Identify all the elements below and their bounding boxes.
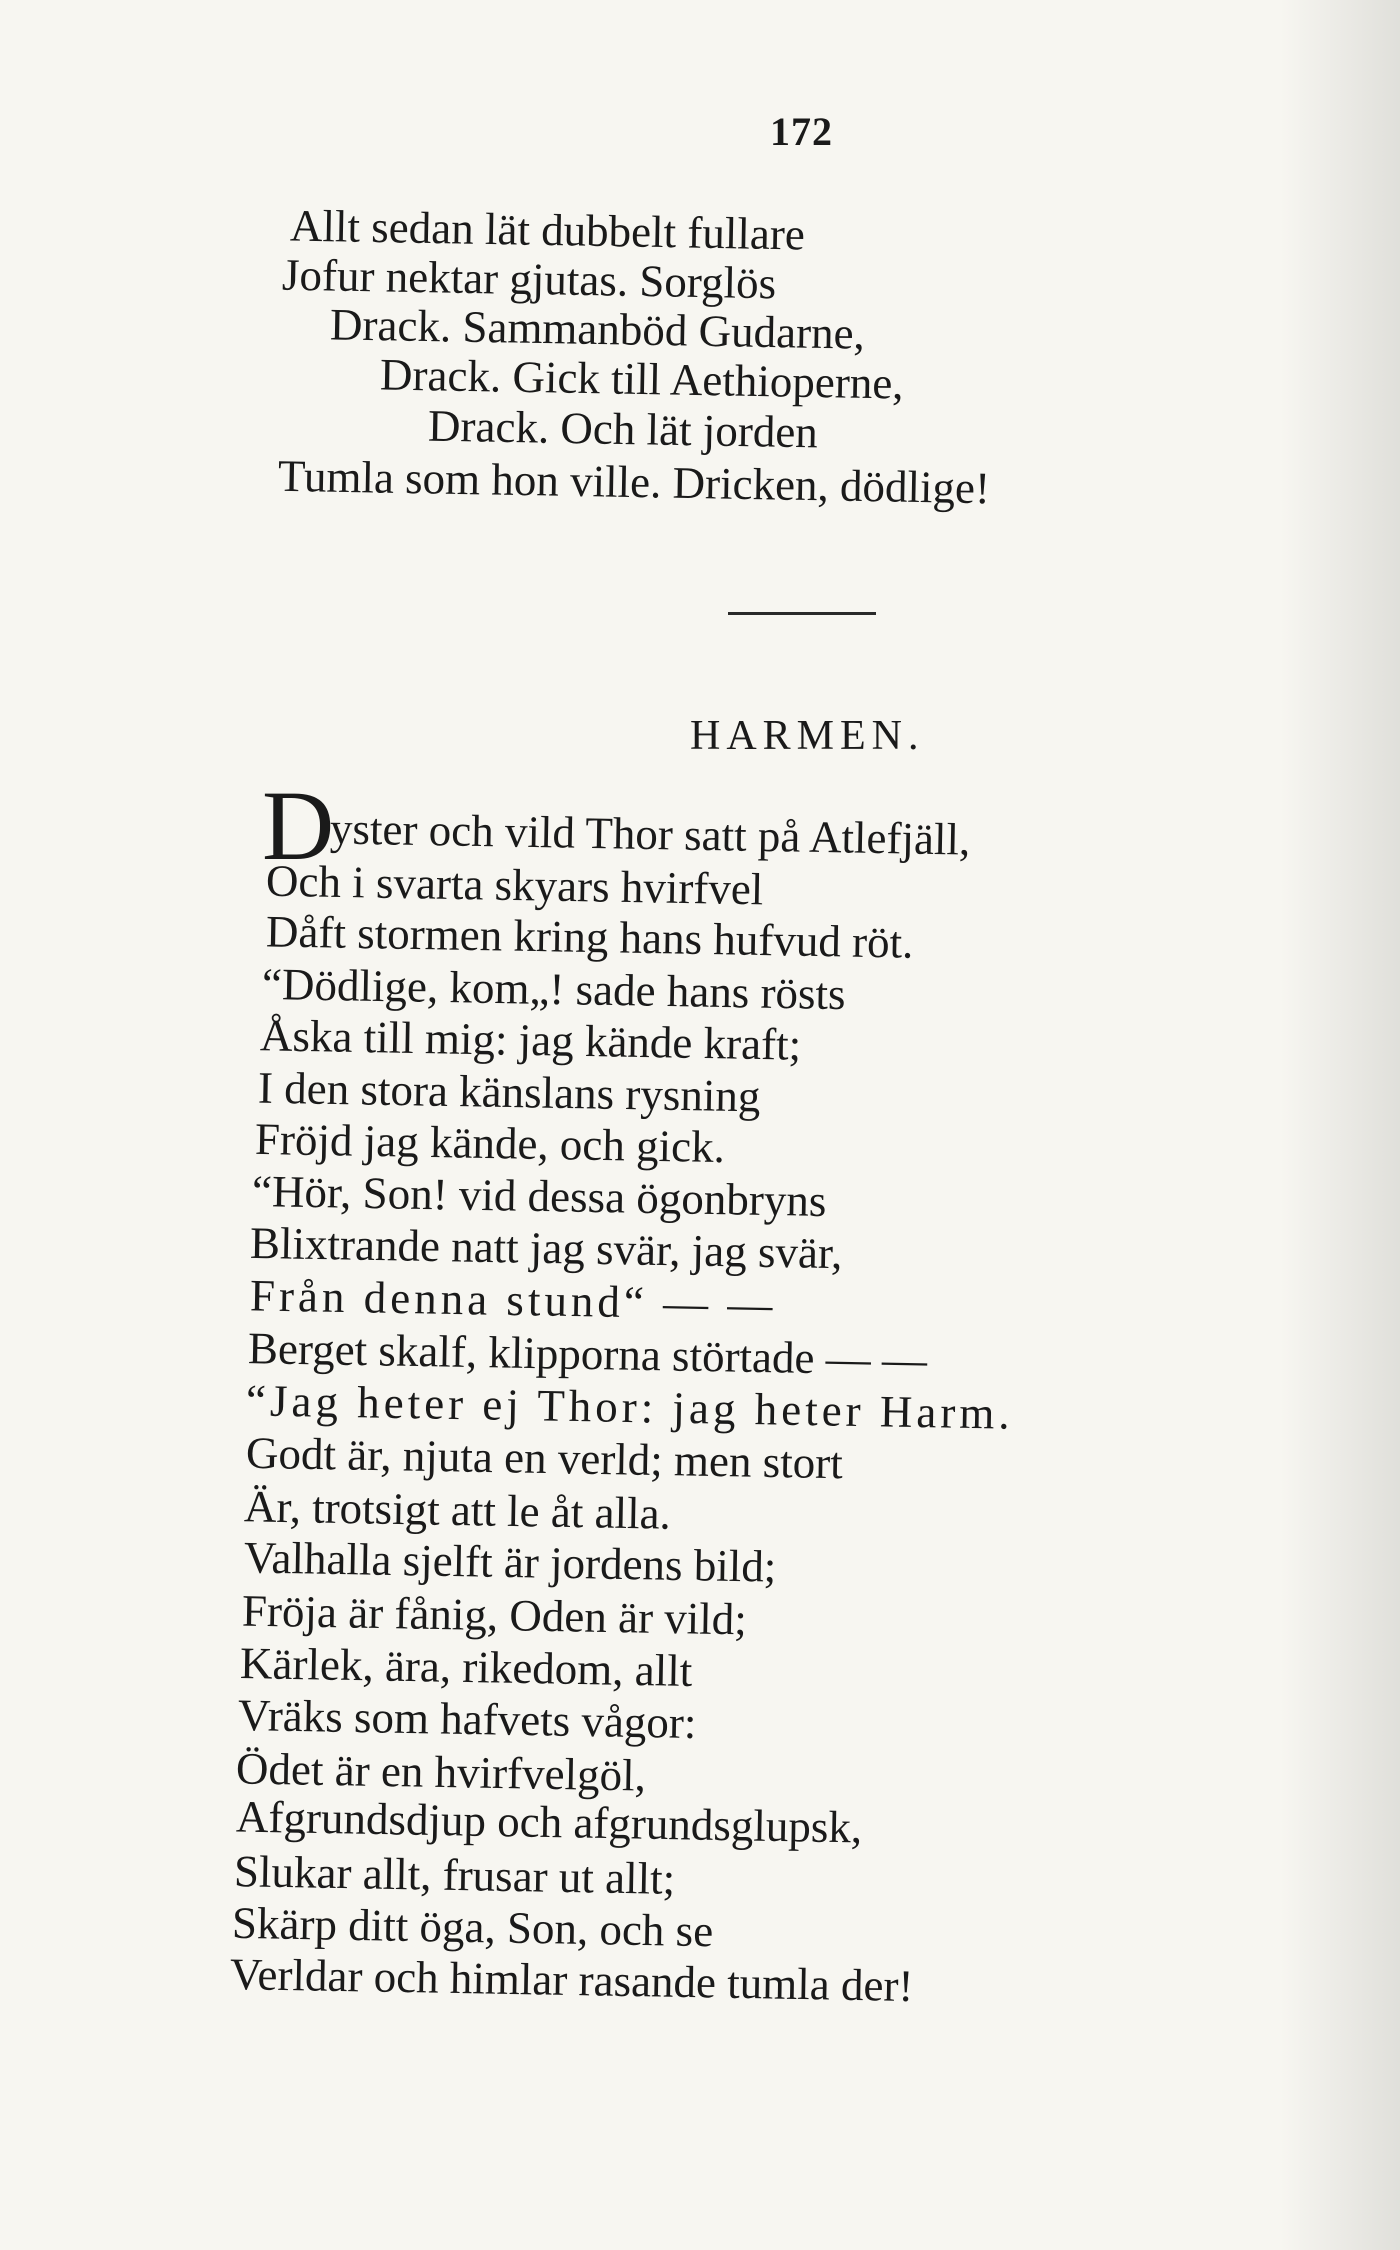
poem-line: Och i svarta skyars hvirfvel xyxy=(265,855,764,915)
poem-line: Blixtrande natt jag svär, jag svär, xyxy=(249,1217,843,1279)
poem-line: “Hör, Son! vid dessa ögonbryns xyxy=(251,1165,827,1227)
section-divider xyxy=(728,612,876,615)
poem-title: HARMEN. xyxy=(690,713,925,759)
poem-line: Godt är, njuta en verld; men stort xyxy=(245,1427,844,1489)
stanza-line: Drack. Och lät jorden xyxy=(427,400,819,458)
poem-line: Valhalla sjelft är jordens bild; xyxy=(243,1532,777,1592)
poem-line: Verldar och himlar rasande tumla der! xyxy=(229,1949,914,2011)
poem-line: Dåft stormen kring hans hufvud röt. xyxy=(265,906,914,968)
drop-cap: D xyxy=(262,770,335,881)
stanza-line: Tumla som hon ville. Dricken, dödlige! xyxy=(277,450,991,514)
poem-line: Afgrundsdjup och afgrundsglupsk, xyxy=(235,1791,863,1853)
poem-line: Berget skalf, klipporna störtade — — xyxy=(247,1323,928,1385)
poem-line: Ödet är en hvirfvelgöl, xyxy=(235,1743,647,1801)
poem-line: Kärlek, ära, rikedom, allt xyxy=(239,1638,693,1696)
poem-line: Åska till mig: jag kände kraft; xyxy=(259,1010,802,1070)
page-number: 172 xyxy=(770,109,833,154)
stanza-line: Drack. Gick till Aethioperne, xyxy=(379,349,904,409)
poem-line: Från denna stund“ — — xyxy=(249,1270,777,1330)
poem-line: Slukar allt, frusar ut allt; xyxy=(233,1846,676,1904)
poem-line: Fröja är fånig, Oden är vild; xyxy=(241,1585,748,1645)
stanza-line: Drack. Sammanböd Gudarne, xyxy=(329,299,866,359)
poem-line: I den stora känslans rysning xyxy=(257,1062,761,1122)
poem-line: “Jag heter ej Thor: jag heter Harm. xyxy=(245,1375,1015,1439)
poem-line: Skärp ditt öga, Son, och se xyxy=(231,1897,714,1957)
poem-line: Vräks som hafvets vågor: xyxy=(237,1690,697,1748)
stanza-line: Allt sedan lät dubbelt fullare xyxy=(289,200,806,260)
poem-line: “Dödlige, kom„! sade hans rösts xyxy=(261,958,847,1020)
poem-line: yster och vild Thor satt på Atlefjäll, xyxy=(329,803,971,865)
stanza-line: Jofur nektar gjutas. Sorglös xyxy=(281,249,777,309)
poem-line: Fröjd jag kände, och gick. xyxy=(254,1113,726,1173)
poem-line: Är, trotsigt att le åt alla. xyxy=(243,1481,672,1539)
page-edge-shadow xyxy=(1280,0,1400,2250)
